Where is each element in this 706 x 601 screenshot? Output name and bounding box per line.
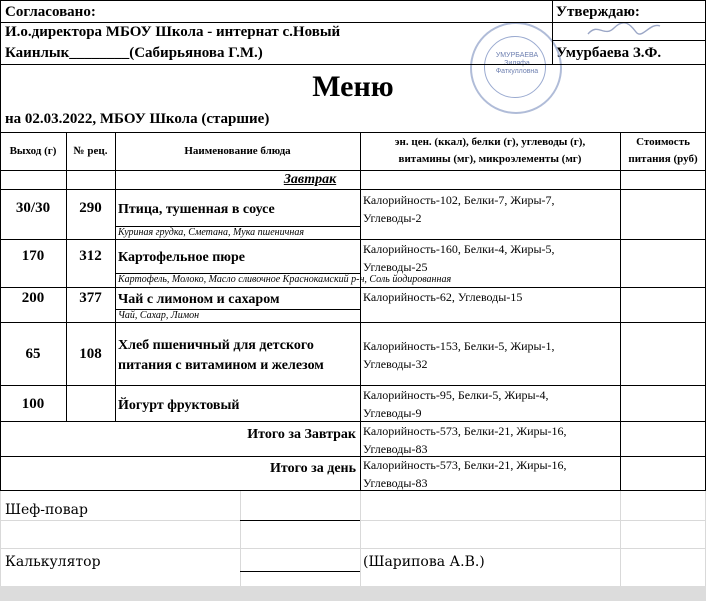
row1-nutr-2: Углеводы-2 [363, 211, 422, 225]
row4-nutr-1: Калорийность-153, Белки-5, Жиры-1, [363, 339, 555, 353]
stamp-text: УМУРБАЕВА Фаткулловна [495, 52, 539, 75]
chef-signature-line [240, 520, 360, 521]
total-day-label: Итого за день [270, 461, 356, 476]
row3-yield: 200 [21, 290, 45, 306]
row2-name: Картофельное пюре [118, 250, 245, 265]
calc-signature-line [240, 571, 360, 572]
total-breakfast-nutr-2: Углеводы-83 [363, 442, 428, 456]
row3-recipe: 377 [79, 290, 102, 306]
page-subtitle: на 02.03.2022, МБОУ Школа (старшие) [5, 111, 270, 127]
total-day-nutr-2: Углеводы-83 [363, 476, 428, 490]
row3-ingredients: Чай, Сахар, Лимон [118, 310, 200, 321]
row3-nutr-1: Калорийность-62, Углеводы-15 [363, 290, 523, 304]
col-nutrition-2: витамины (мг), микроэлементы (мг) [398, 153, 582, 165]
row4-yield: 65 [25, 346, 41, 362]
col-cost-1: Стоимость [636, 136, 690, 148]
approved-line-1: И.о.директора МБОУ Школа - интернат с.Новый [5, 24, 341, 40]
col-recipe: № рец. [73, 145, 108, 157]
calc-name: (Шарипова А.В.) [363, 554, 485, 570]
total-day-nutr-1: Калорийность-573, Белки-21, Жиры-16, [363, 458, 567, 472]
calc-label: Калькулятор [5, 554, 101, 570]
confirm-label: Утверждаю: [556, 4, 640, 20]
total-breakfast-nutr-1: Калорийность-573, Белки-21, Жиры-16, [363, 424, 567, 438]
col-yield: Выход (г) [9, 145, 57, 157]
approved-line-2: Каинлык________(Сабирьянова Г.М.) [5, 45, 263, 61]
row1-nutr-1: Калорийность-102, Белки-7, Жиры-7, [363, 193, 555, 207]
row4-name-2: питания с витамином и железом [118, 358, 324, 373]
section-title: Завтрак [283, 172, 337, 187]
row5-nutr-2: Углеводы-9 [363, 406, 422, 420]
row1-name: Птица, тушенная в соусе [118, 202, 275, 217]
row4-name-1: Хлеб пшеничный для детского [118, 338, 314, 353]
row2-recipe: 312 [79, 248, 102, 264]
col-cost-2: питания (руб) [628, 153, 698, 165]
row5-yield: 100 [21, 396, 45, 412]
col-name: Наименование блюда [184, 145, 291, 157]
row3-name: Чай с лимоном и сахаром [118, 292, 280, 307]
row2-yield: 170 [21, 248, 45, 264]
row1-recipe: 290 [79, 200, 102, 216]
row2-ingredients: Картофель, Молоко, Масло сливочное Краснокамский р-н, Соль йодированная [118, 274, 452, 285]
row4-nutr-2: Углеводы-32 [363, 357, 428, 371]
chef-label: Шеф-повар [5, 502, 88, 518]
row1-ingredients: Куриная грудка, Сметана, Мука пшеничная [118, 227, 304, 238]
row4-recipe: 108 [79, 346, 102, 362]
row2-nutr-1: Калорийность-160, Белки-4, Жиры-5, [363, 242, 555, 256]
total-breakfast-label: Итого за Завтрак [247, 427, 356, 442]
row2-nutr-2: Углеводы-25 [363, 260, 428, 274]
approved-label: Согласовано: [5, 4, 96, 20]
horizontal-scrollbar[interactable] [0, 586, 706, 601]
row5-nutr-1: Калорийность-95, Белки-5, Жиры-4, [363, 388, 549, 402]
row1-yield: 30/30 [15, 200, 51, 216]
page-title: Меню [312, 70, 394, 103]
confirm-name: Умурбаева З.Ф. [556, 45, 662, 61]
row5-name: Йогурт фруктовый [118, 398, 240, 413]
col-nutrition-1: эн. цен. (ккал), белки (г), углеводы (г), [394, 136, 586, 148]
